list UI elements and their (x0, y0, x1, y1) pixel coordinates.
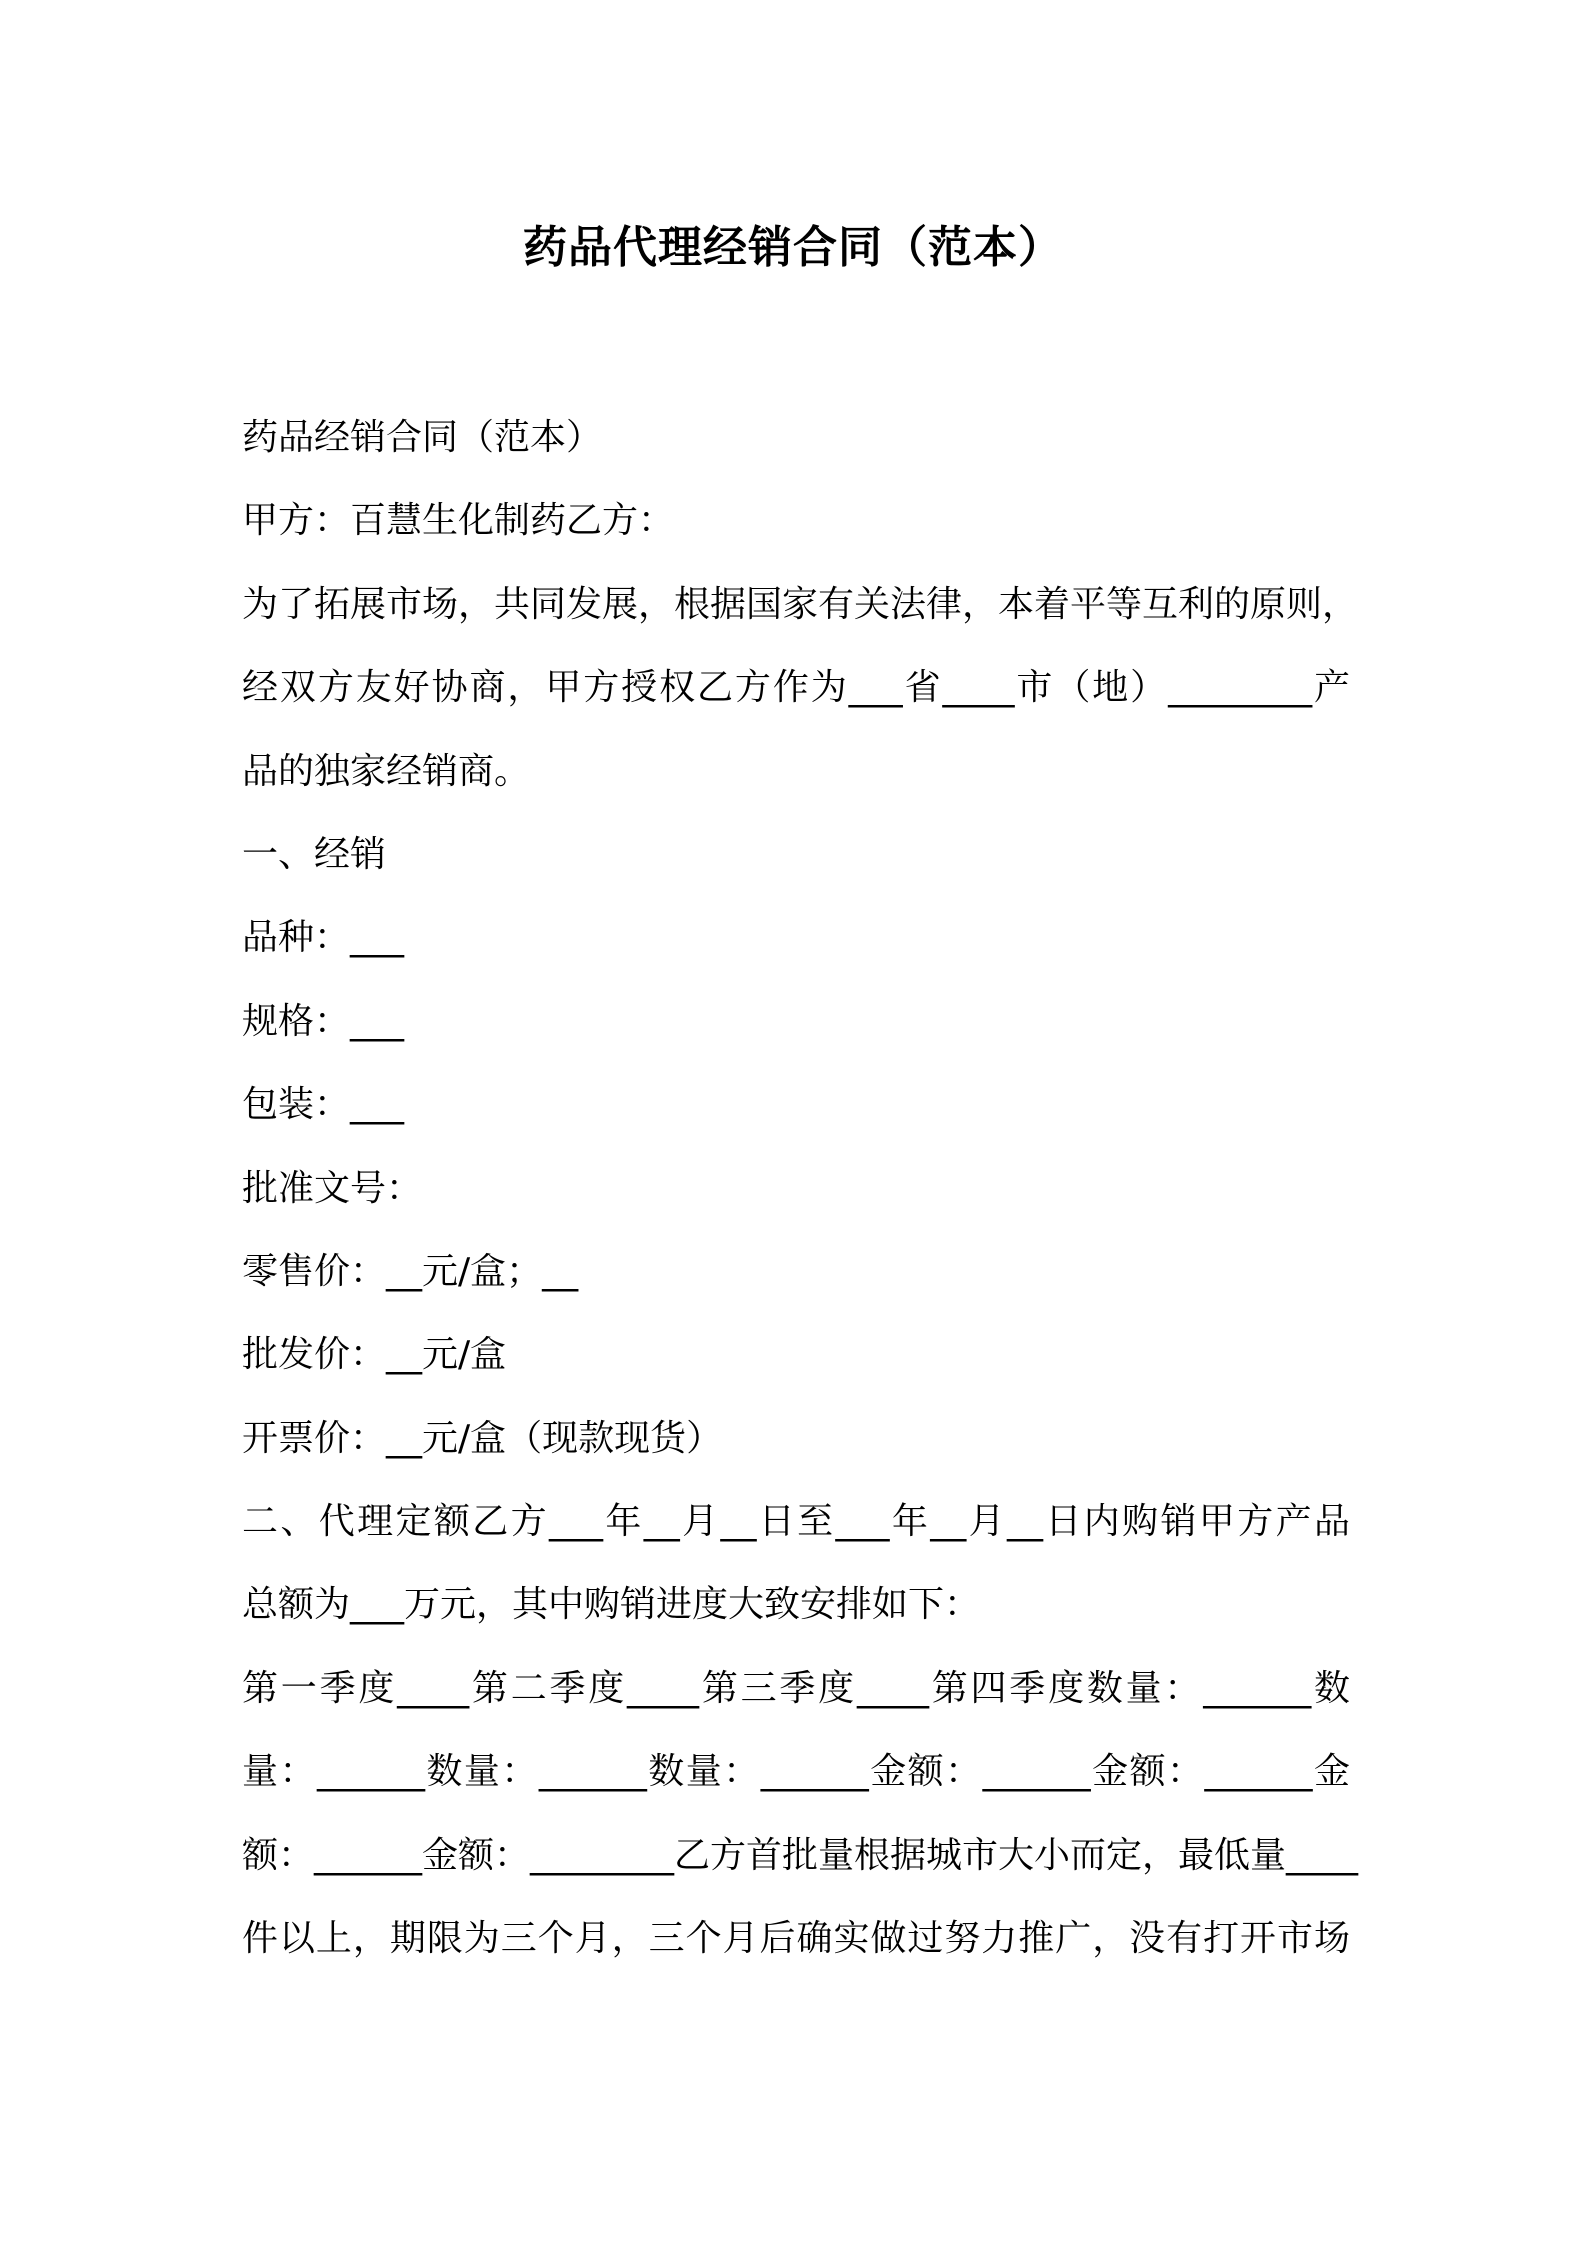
field-retail-price: 零售价：__元/盒；__ (242, 1250, 579, 1292)
field-packaging: 包装：___ (242, 1084, 405, 1126)
field-wholesale-price: 批发价：__元/盒 (242, 1334, 507, 1376)
body-line: 品的独家经销商。 (242, 750, 531, 792)
body-line: 件以上，期限为三个月，三个月后确实做过努力推广，没有打开市场 (242, 1918, 1350, 1960)
body-line: 第一季度____第二季度____第三季度____第四季度数量：______数 (242, 1667, 1350, 1709)
field-approval-number: 批准文号： (242, 1167, 423, 1209)
body-line: 额：______金额：________乙方首批量根据城市大小而定，最低量____ (242, 1834, 1359, 1876)
body-line-subtitle: 药品经销合同（范本） (242, 417, 603, 458)
body-line: 为了拓展市场，共同发展，根据国家有关法律，本着平等互利的原则， (242, 583, 1359, 625)
section-heading-distribution: 一、经销 (242, 833, 387, 875)
field-specification: 规格：___ (242, 1000, 405, 1042)
document-title: 药品代理经销合同（范本） (523, 222, 1063, 273)
document-body (242, 408, 1359, 1992)
section-heading-quota: 二、代理定额乙方___年__月__日至___年__月__日内购销甲方产品 (242, 1501, 1350, 1543)
body-line-parties: 甲方：百慧生化制药乙方： (242, 500, 675, 542)
body-line: 经双方友好协商，甲方授权乙方作为___省____市（地）________产 (242, 667, 1350, 709)
body-line: 量：______数量：______数量：______金额：______金额：______金 (242, 1751, 1350, 1793)
body-line: 总额为___万元，其中购销进度大致安排如下： (242, 1584, 981, 1626)
field-variety: 品种：___ (242, 917, 405, 959)
field-invoice-price: 开票价：__元/盒（现款现货） (242, 1417, 723, 1459)
